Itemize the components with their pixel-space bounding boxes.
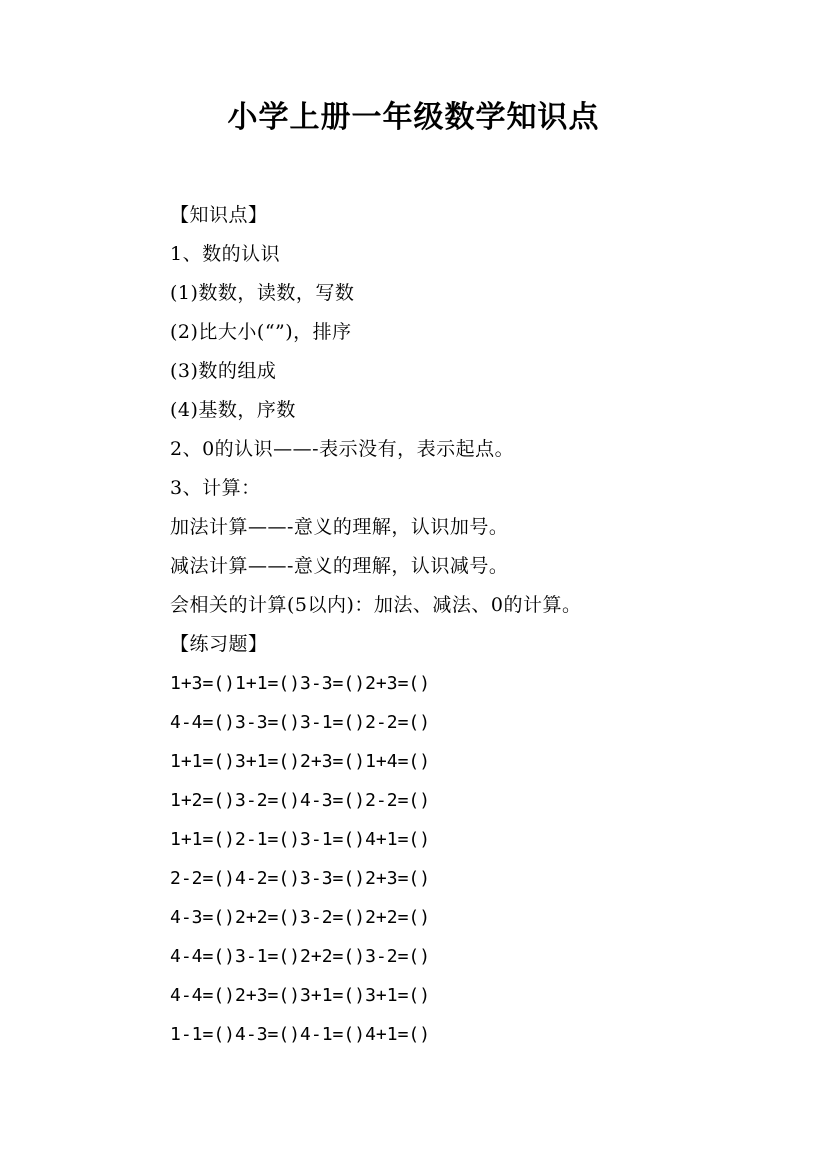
knowledge-line: (2)比大小(“”)，排序 bbox=[170, 321, 352, 343]
knowledge-line: 1、数的认识 bbox=[170, 243, 281, 265]
knowledge-line: 3、计算： bbox=[170, 477, 261, 499]
exercise-row: 4-4=()3-1=()2+2=()3-2=() bbox=[170, 946, 431, 967]
knowledge-line: 会相关的计算(5以内)：加法、减法、0的计算。 bbox=[170, 594, 582, 616]
knowledge-line: 加法计算——-意义的理解，认识加号。 bbox=[170, 516, 509, 538]
knowledge-heading: 【知识点】 bbox=[170, 204, 268, 226]
document-title: 小学上册一年级数学知识点 bbox=[227, 100, 600, 135]
knowledge-line: 2、0的认识——-表示没有，表示起点。 bbox=[170, 438, 515, 460]
knowledge-line: (1)数数，读数，写数 bbox=[170, 282, 355, 304]
exercise-row: 1+2=()3-2=()4-3=()2-2=() bbox=[170, 790, 431, 811]
knowledge-line: 减法计算——-意义的理解，认识减号。 bbox=[170, 555, 509, 577]
exercise-row: 4-4=()3-3=()3-1=()2-2=() bbox=[170, 712, 431, 733]
exercise-row: 1+1=()2-1=()3-1=()4+1=() bbox=[170, 829, 431, 850]
exercise-row: 1-1=()4-3=()4-1=()4+1=() bbox=[170, 1024, 431, 1045]
exercise-row: 4-4=()2+3=()3+1=()3+1=() bbox=[170, 985, 431, 1006]
knowledge-line: (3)数的组成 bbox=[170, 360, 277, 382]
exercises-heading: 【练习题】 bbox=[170, 633, 268, 655]
exercise-row: 1+1=()3+1=()2+3=()1+4=() bbox=[170, 751, 431, 772]
exercise-row: 4-3=()2+2=()3-2=()2+2=() bbox=[170, 907, 431, 928]
document-body bbox=[170, 196, 790, 1054]
exercise-row: 1+3=()1+1=()3-3=()2+3=() bbox=[170, 673, 431, 694]
knowledge-line: (4)基数，序数 bbox=[170, 399, 296, 421]
exercise-row: 2-2=()4-2=()3-3=()2+3=() bbox=[170, 868, 431, 889]
